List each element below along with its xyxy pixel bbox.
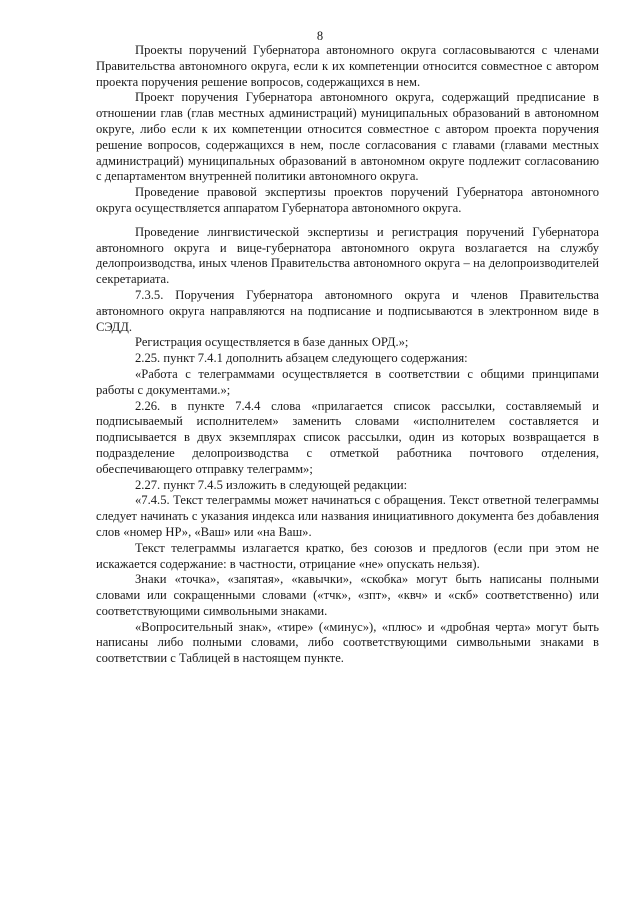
paragraph: 2.27. пункт 7.4.5 изложить в следующей редакции: bbox=[135, 477, 408, 492]
paragraph: «Вопросительный знак», «тире» («минус»), «плюс» и «дробная черта» могут быть написаны либо полными словами, либо соответствующими символьными знаками в соответствии с Таблицей в настоящем пункте. bbox=[96, 619, 599, 666]
paragraph: Знаки «точка», «запятая», «кавычки», «скобка» могут быть написаны полными словами или сокращенными словами («тчк», «зпт», «квч» и «скб» соответственно) или соответствующими символьными знаками. bbox=[96, 572, 599, 618]
paragraph: Проекты поручений Губернатора автономного округа согласовываются с членами Правительства автономного округа, если к их компетенции относится совместное с автором проекта поручения решение вопросов, содержащихся в нем. bbox=[96, 43, 599, 89]
paragraph: Проведение правовой экспертизы проектов поручений Губернатора автономного округа осуществляется аппаратом Губернатора автономного округа. bbox=[96, 185, 599, 215]
paragraph: Проект поручения Губернатора автономного округа, содержащий предписание в отношении глав (глав местных администраций) муниципальных образований в автономном округе, либо если к их компетенции относится совместное с автором проекта поручения решение вопросов, содержащихся в нем, после согласования с главами (главами местных администраций) муниципальных образований в автономном округе подлежит согласованию с департаментом внутренней политики автономного округа. bbox=[96, 90, 599, 184]
page-number: 8 bbox=[316, 29, 324, 43]
paragraph: 2.25. пункт 7.4.1 дополнить абзацем следующего содержания: bbox=[135, 351, 468, 366]
paragraph: Текст телеграммы излагается кратко, без союзов и предлогов (если при этом не искажается содержание: в частности, отрицание «не» опускать нельзя). bbox=[96, 540, 599, 571]
paragraph: 2.26. в пункте 7.4.4 слова «прилагается список рассылки, составляемый и подписываемый исполнителем» заменить словами «исполнителем составляется и подписывается в двух экземплярах список рассылки, один из которых возвращается в подразделение делопроизводства с отметкой работника почтового отделения, обеспечивающего отправку телеграмм»; bbox=[96, 398, 599, 476]
paragraph: 7.3.5. Поручения Губернатора автономного округа и членов Правительства автономного округа направляются на подписание и подписываются в электронном виде в СЭДД. bbox=[96, 287, 599, 334]
paragraph: Регистрация осуществляется в базе данных ОРД.»; bbox=[135, 335, 409, 350]
paragraph: Проведение лингвистической экспертизы и регистрация поручений Губернатора автономного округа и вице-губернатора автономного округа возлагается на службу делопроизводства, иных членов Правительства автономного округа – на делопроизводителей секретариата. bbox=[96, 224, 599, 287]
paragraph: «Работа с телеграммами осуществляется в соответствии с общими принципами работы с документами.»; bbox=[96, 366, 599, 397]
document-body bbox=[96, 43, 599, 667]
paragraph: «7.4.5. Текст телеграммы может начинаться с обращения. Текст ответной телеграммы следует начинать с указания индекса или названия инициативного документа без добавления слов «номер НР», «Ваш» или «на Ваш». bbox=[96, 493, 599, 539]
